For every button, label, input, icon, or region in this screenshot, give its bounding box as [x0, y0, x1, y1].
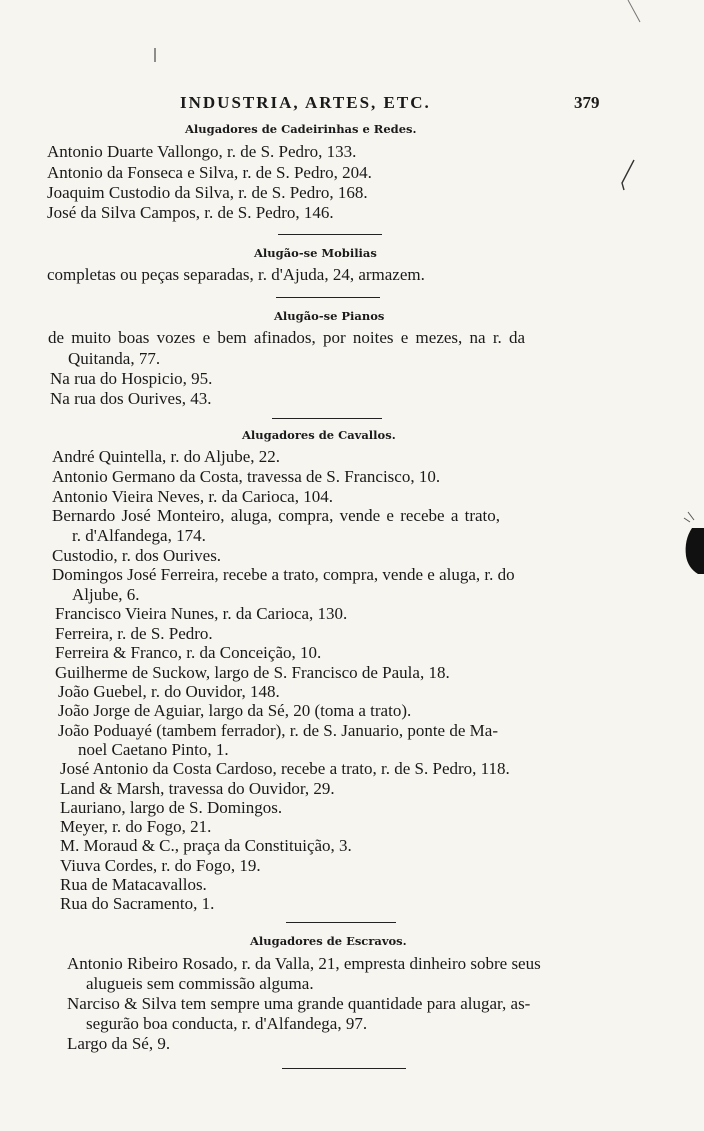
- list-item: Land & Marsh, travessa do Ouvidor, 29.: [60, 779, 335, 798]
- section-title-mobilias: Alugão-se Mobilias: [254, 246, 377, 260]
- list-item: segurão boa conducta, r. d'Alfandega, 97.: [86, 1014, 368, 1033]
- list-item: alugueis sem commissão alguma.: [86, 974, 314, 993]
- section-divider: [272, 418, 382, 419]
- section-title-escravos: Alugadores de Escravos.: [250, 934, 407, 948]
- list-item: Joaquim Custodio da Silva, r. de S. Pedro, 168.: [47, 183, 368, 202]
- list-item: Guilherme de Suckow, largo de S. Francisco de Paula, 18.: [55, 663, 450, 682]
- section-title-cavallos: Alugadores de Cavallos.: [242, 428, 396, 442]
- page-number: 379: [574, 93, 600, 112]
- list-item: Antonio Duarte Vallongo, r. de S. Pedro, 133.: [47, 142, 357, 161]
- list-item: André Quintella, r. do Aljube, 22.: [52, 447, 281, 466]
- list-item: Ferreira & Franco, r. da Conceição, 10.: [55, 643, 322, 662]
- section-title-pianos: Alugão-se Pianos: [274, 309, 385, 323]
- list-item: José Antonio da Costa Cardoso, recebe a trato, r. de S. Pedro, 118.: [60, 759, 510, 778]
- list-item: Na rua do Hospicio, 95.: [50, 369, 213, 388]
- list-item: Meyer, r. do Fogo, 21.: [60, 817, 212, 836]
- list-item: Quitanda, 77.: [68, 349, 161, 368]
- section-title-cadeirinhas: Alugadores de Cadeirinhas e Redes.: [185, 122, 417, 136]
- list-item: Ferreira, r. de S. Pedro.: [55, 624, 213, 643]
- edge-ink-speckle: [684, 512, 694, 522]
- list-item: Aljube, 6.: [72, 585, 140, 604]
- page-title: INDUSTRIA, ARTES, ETC.: [180, 93, 431, 112]
- section-divider: [278, 234, 382, 235]
- section-divider: [276, 297, 380, 298]
- list-item: Lauriano, largo de S. Domingos.: [60, 798, 283, 817]
- list-item: noel Caetano Pinto, 1.: [78, 740, 229, 759]
- list-item: José da Silva Campos, r. de S. Pedro, 146.: [47, 203, 334, 222]
- list-item: Largo da Sé, 9.: [67, 1034, 171, 1053]
- list-item: Custodio, r. dos Ourives.: [52, 546, 222, 565]
- list-item: de muito boas vozes e bem afinados, por noites e mezes, na r. da: [48, 328, 526, 347]
- list-item: Rua do Sacramento, 1.: [60, 894, 215, 913]
- list-item: João Jorge de Aguiar, largo da Sé, 20 (toma a trato).: [58, 701, 412, 720]
- list-item: Rua de Matacavallos.: [60, 875, 207, 894]
- list-item: Narciso & Silva tem sempre uma grande quantidade para alugar, as-: [67, 994, 531, 1013]
- section-divider: [282, 1068, 406, 1069]
- list-item: Na rua dos Ourives, 43.: [50, 389, 212, 408]
- list-item: Viuva Cordes, r. do Fogo, 19.: [60, 856, 261, 875]
- list-item: Antonio Germano da Costa, travessa de S. Francisco, 10.: [52, 467, 441, 486]
- list-item: completas ou peças separadas, r. d'Ajuda, 24, armazem.: [47, 265, 425, 284]
- list-item: Antonio da Fonseca e Silva, r. de S. Pedro, 204.: [47, 163, 372, 182]
- list-item: João Poduayé (tambem ferrador), r. de S. Januario, ponte de Ma-: [58, 721, 498, 740]
- running-header: [0, 93, 704, 113]
- list-item: r. d'Alfandega, 174.: [72, 526, 206, 545]
- list-item: M. Moraud & C., praça da Constituição, 3.: [60, 836, 352, 855]
- list-item: Francisco Vieira Nunes, r. da Carioca, 130.: [55, 604, 348, 623]
- list-item: Domingos José Ferreira, recebe a trato, compra, vende e aluga, r. do: [52, 565, 515, 584]
- edge-ink-blot: [686, 528, 704, 574]
- right-margin-slash: [622, 160, 634, 190]
- list-item: João Guebel, r. do Ouvidor, 148.: [58, 682, 280, 701]
- top-right-stroke: [628, 0, 640, 22]
- list-item: Bernardo José Monteiro, aluga, compra, vende e recebe a trato,: [52, 506, 501, 525]
- section-divider: [286, 922, 396, 923]
- list-item: Antonio Ribeiro Rosado, r. da Valla, 21, empresta dinheiro sobre seus: [67, 954, 541, 973]
- list-item: Antonio Vieira Neves, r. da Carioca, 104.: [52, 487, 333, 506]
